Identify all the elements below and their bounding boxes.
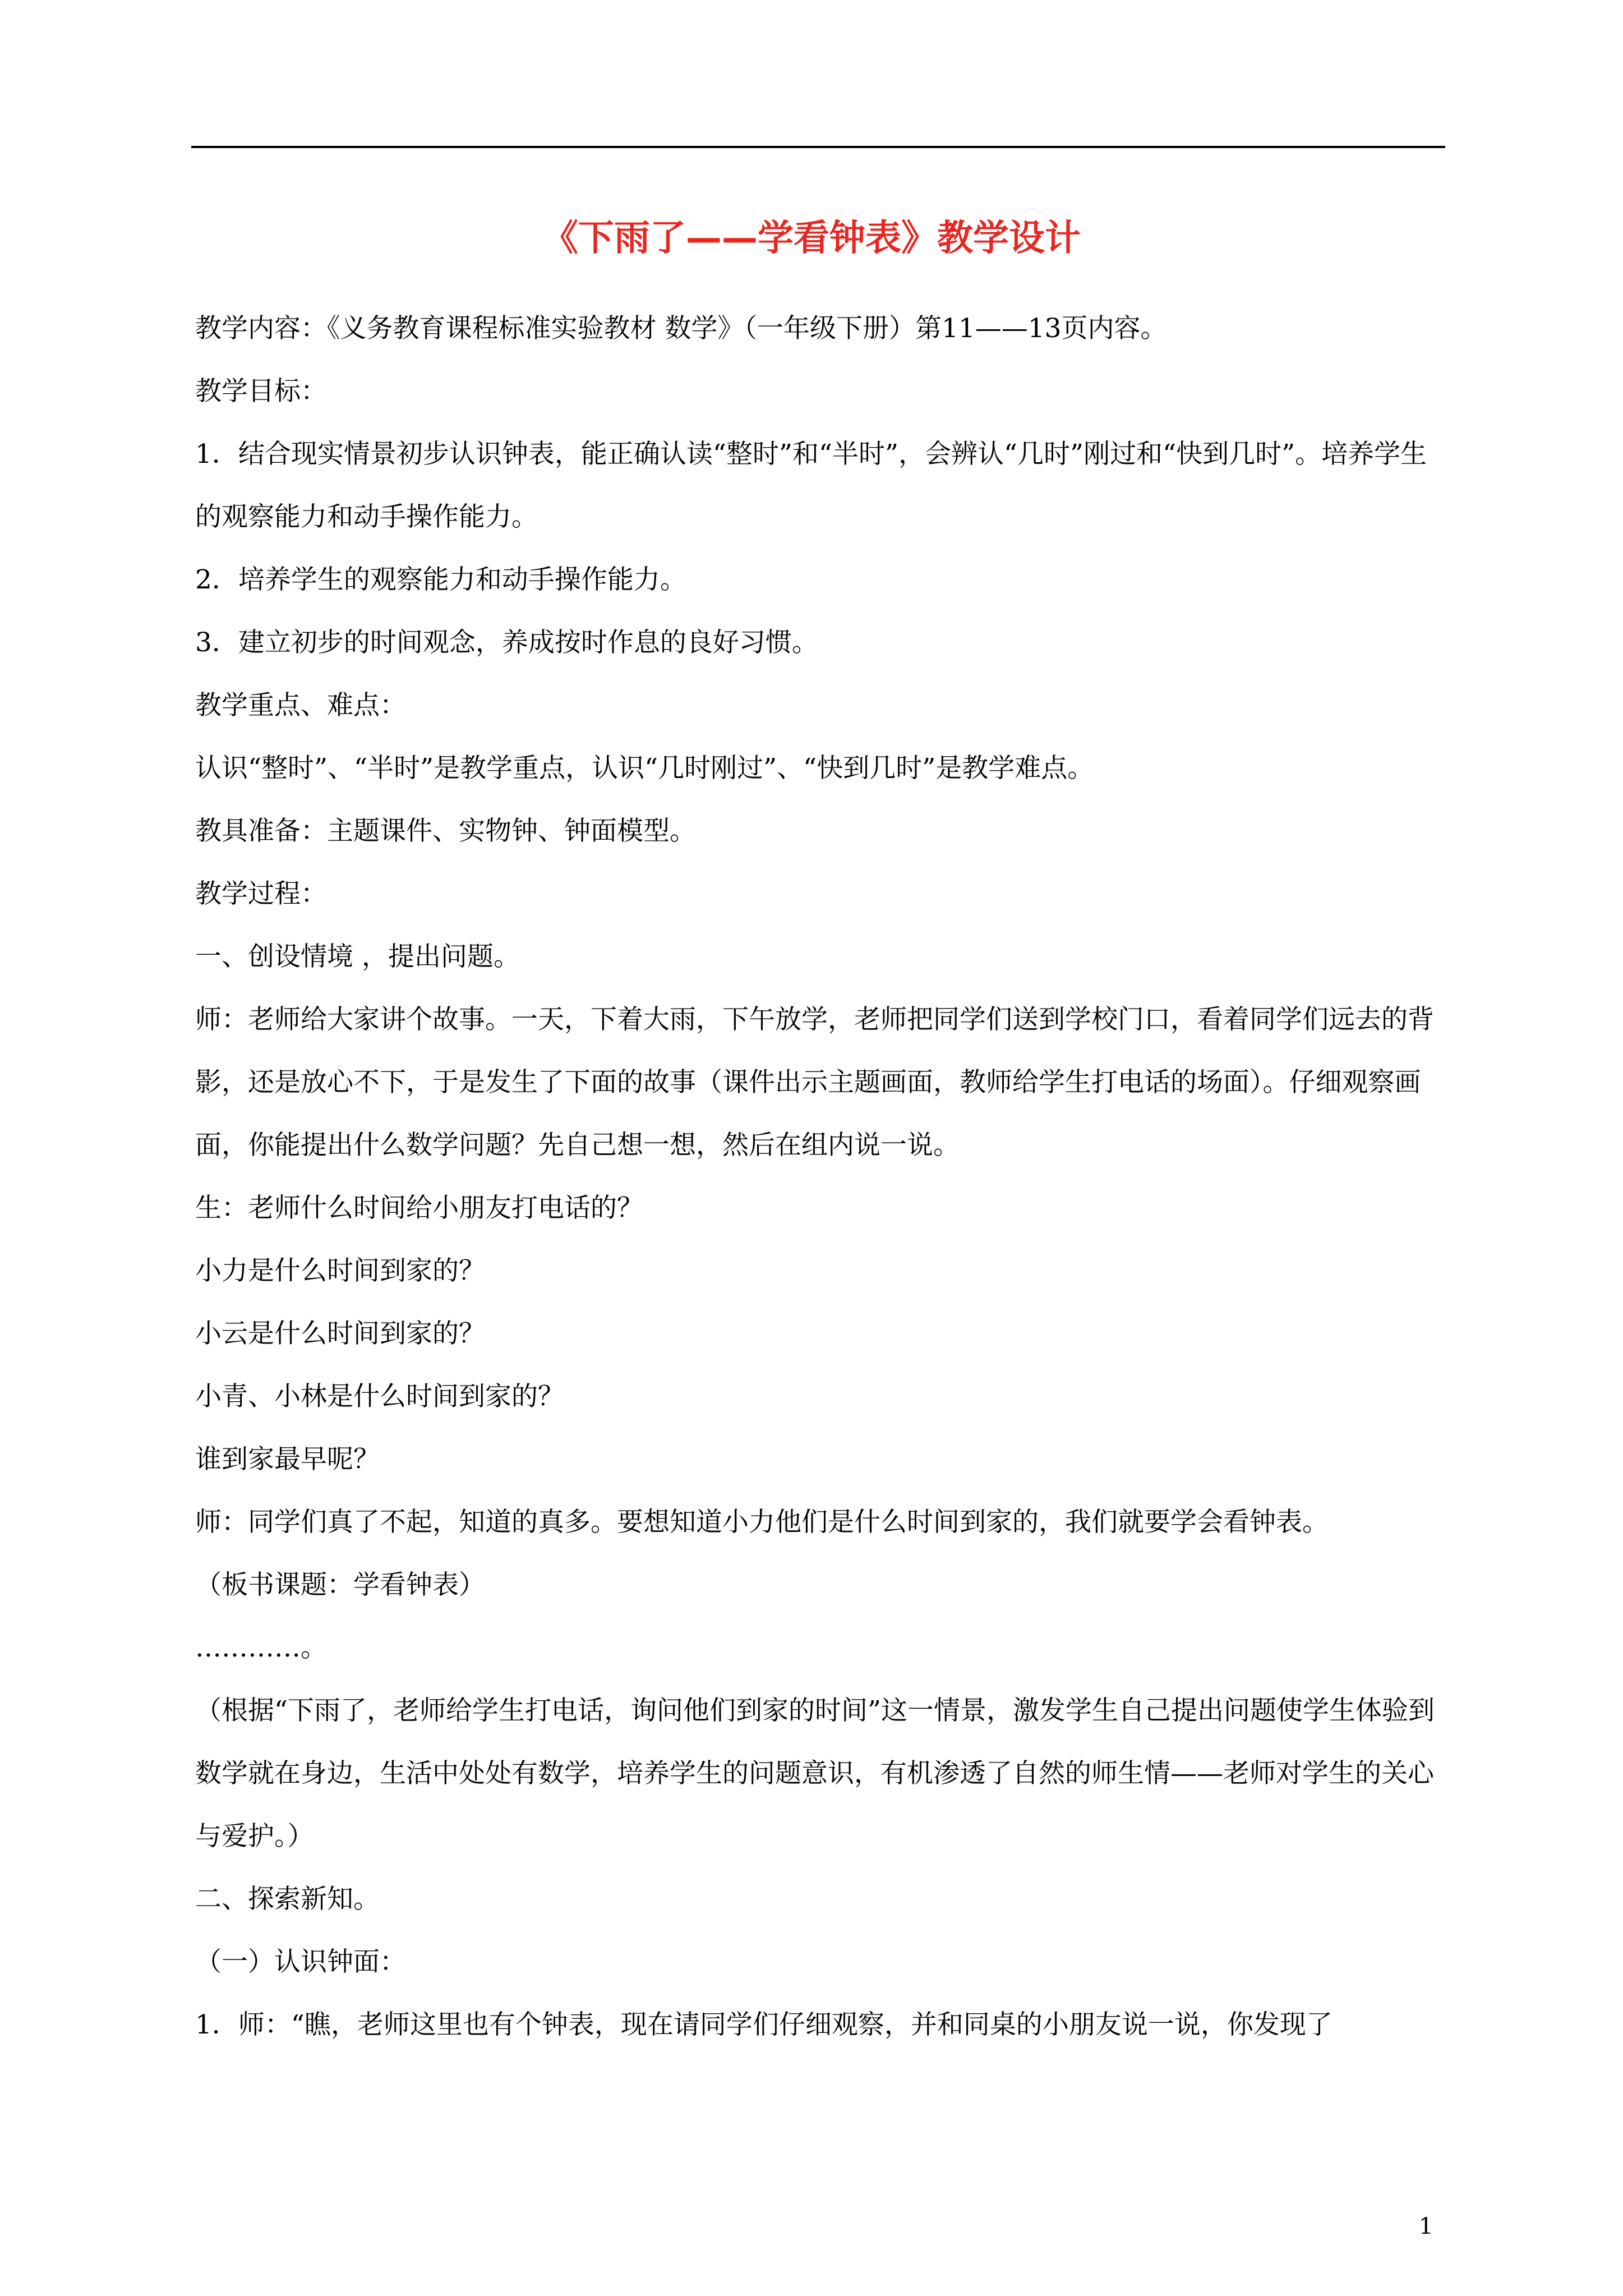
paragraph: 2．培养学生的观察能力和动手操作能力。	[195, 564, 686, 595]
paragraph: 师：老师给大家讲个故事。一天，下着大雨，下午放学，老师把同学们送到学校门口，看着同学们远去的背影，还是放心不下，于是发生了下面的故事（课件出示主题画面，教师给学生打电话的场面）。仔细观察画面，你能提出什么数学问题？先自己想一想，然后在组内说一说。	[195, 1004, 1434, 1161]
paragraph: 认识“整时”、“半时”是教学重点，认识“几时刚过”、“快到几时”是教学难点。	[195, 753, 1094, 784]
paragraph: 1．结合现实情景初步认识钟表，能正确认读“整时”和“半时”，会辨认“几时”刚过和“快到几时”。培养学生的观察能力和动手操作能力。	[195, 439, 1427, 532]
paragraph: 小青、小林是什么时间到家的？	[195, 1381, 564, 1412]
paragraph: 师：同学们真了不起，知道的真多。要想知道小力他们是什么时间到家的，我们就要学会看钟表。	[195, 1507, 1329, 1538]
document-body	[195, 297, 1449, 2056]
paragraph: 一、创设情境 ，提出问题。	[195, 941, 520, 972]
paragraph: 教学过程：	[195, 878, 327, 909]
paragraph: 小云是什么时间到家的？	[195, 1318, 485, 1349]
paragraph: 生：老师什么时间给小朋友打电话的？	[195, 1193, 643, 1223]
paragraph: 1．师：“瞧，老师这里也有个钟表，现在请同学们仔细观察，并和同桌的小朋友说一说，你发现了	[195, 2009, 1332, 2040]
paragraph: …………。	[195, 1632, 327, 1663]
paragraph: 二、探索新知。	[195, 1884, 380, 1915]
paragraph: （一）认识钟面：	[195, 1947, 406, 1977]
paragraph: （板书课题：学看钟表）	[195, 1570, 485, 1600]
paragraph: 小力是什么时间到家的？	[195, 1255, 485, 1286]
document-title: 《下雨了——学看钟表》教学设计	[542, 218, 1081, 259]
paragraph: 教学目标：	[195, 376, 327, 407]
paragraph: 教具准备：主题课件、实物钟、钟面模型。	[195, 816, 696, 846]
paragraph: 3．建立初步的时间观念，养成按时作息的良好习惯。	[195, 627, 818, 658]
paragraph: （根据“下雨了，老师给学生打电话，询问他们到家的时间”这一情景，激发学生自己提出问题使学生体验到数学就在身边，生活中处处有数学，培养学生的问题意识，有机渗透了自然的师生情——老师对学生的关心与爱护。）	[195, 1695, 1435, 1852]
page-number: 1	[1419, 2214, 1433, 2239]
paragraph: 教学重点、难点：	[195, 690, 406, 721]
paragraph: 谁到家最早呢？	[195, 1444, 380, 1475]
header-rule	[191, 146, 1445, 148]
paragraph: 教学内容：《义务教育课程标准实验教材 数学》（一年级下册）第11——13页内容。	[195, 313, 1167, 344]
